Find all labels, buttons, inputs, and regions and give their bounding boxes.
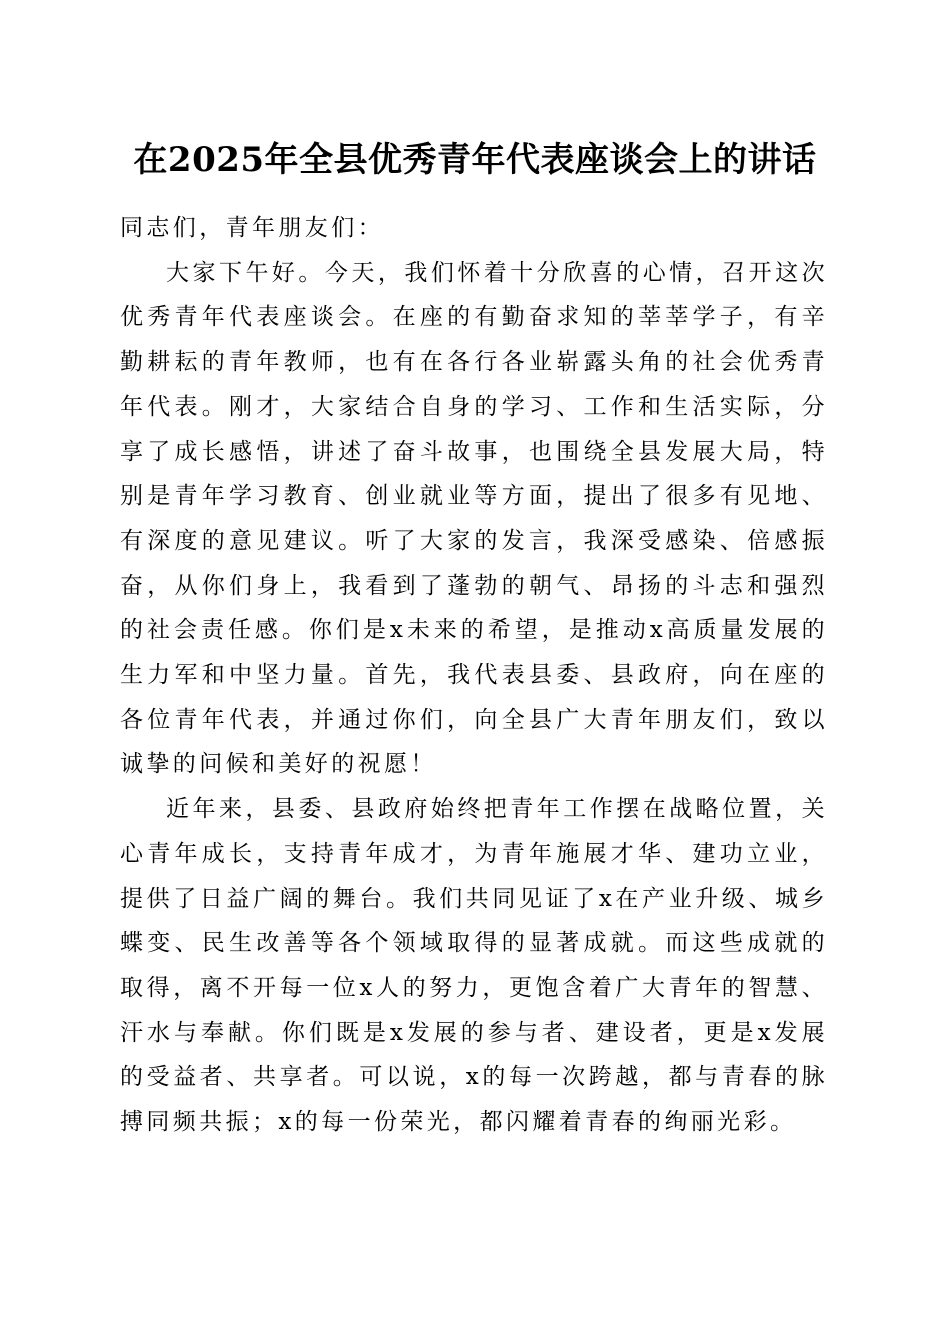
paragraph-1: 大家下午好。今天，我们怀着十分欣喜的心情，召开这次优秀青年代表座谈会。在座的有勤奋求知的莘莘学子，有辛勤耕耘的青年教师，也有在各行各业崭露头角的社会优秀青年代表。刚才，大家结合自身的学习、工作和生活实际，分享了成长感悟，讲述了奋斗故事，也围绕全县发展大局，特别是青年学习教育、创业就业等方面，提出了很多有见地、有深度的意见建议。听了大家的发言，我深受感染、倍感振奋，从你们身上，我看到了蓬勃的朝气、昂扬的斗志和强烈的社会责任感。你们是x未来的希望，是推动x高质量发展的生力军和中坚力量。首先，我代表县委、县政府，向在座的各位青年代表，并通过你们，向全县广大青年朋友们，致以诚挚的问候和美好的祝愿！ <box>120 259 828 778</box>
salutation: 同志们，青年朋友们： <box>120 215 384 241</box>
document-title: 在2025年全县优秀青年代表座谈会上的讲话 <box>133 140 817 180</box>
document-body <box>120 206 828 1145</box>
paragraph-2: 近年来，县委、县政府始终把青年工作摆在战略位置，关心青年成长，支持青年成才，为青年施展才华、建功立业，提供了日益广阔的舞台。我们共同见证了x在产业升级、城乡蝶变、民生改善等各个领域取得的显著成就。而这些成就的取得，离不开每一位x人的努力，更饱含着广大青年的智慧、汗水与奉献。你们既是x发展的参与者、建设者，更是x发展的受益者、共享者。可以说，x的每一次跨越，都与青春的脉搏同频共振；x的每一份荣光，都闪耀着青春的绚丽光彩。 <box>120 796 828 1136</box>
